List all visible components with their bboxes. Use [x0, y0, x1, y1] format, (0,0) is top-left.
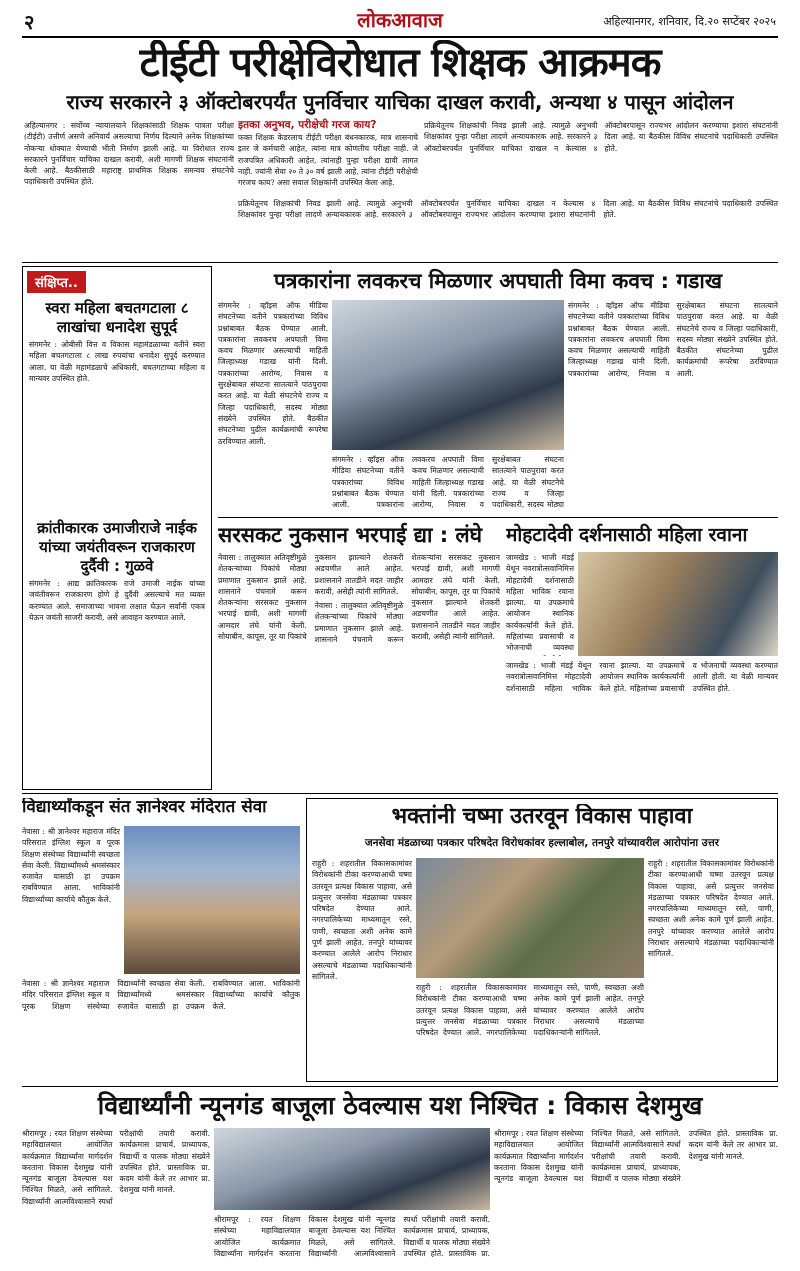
story6-body-text: राहुरी : शहरातील विकासकामांवर विरोधकांनी टीका करण्याआधी चष्मा उतरवून प्रत्यक्ष विकास पाहावा, असे प्रत्युत्तर जनसेवा मंडळाच्या पत्रकार परिषदेत देण्यात आले. नगरपालिकेच्या माध्यमातून रस्ते, पाणी, स्वच्छता अशी अनेक कामे पूर्ण झाली आहेत. तनपुरे यांच्यावर करण्यात आलेले आरोप निराधार असल्याचे मंडळाच्या पदाधिकाऱ्यांनी सांगितले. [312, 859, 412, 981]
story5-body-col1 [22, 826, 120, 974]
story7-body-col3 [494, 1128, 778, 1264]
story2-body-col2 [332, 454, 564, 514]
story2-headline: पत्रकारांना लवकरच मिळणार अपघाती विमा कवच : गडाख [273, 269, 723, 293]
section-rule-3 [22, 793, 778, 794]
lead-sidebox-body: फक्त शिक्षक केडरलाच टीईटी परीक्षा बंधनकारक, मात्र शासनाचे इतर जे कर्मचारी आहेत, त्यांना मात्र कोणतीच परीक्षा नाही. जे राजपत्रित अधिकारी आहेत, त्यांनाही पुन्हा परीक्षा द्यावी लागत नाही. ज्यांनी सेवा २० ते ३० वर्ष झाली आहे, त्यांना टीईटी परीक्षेची गरजच काय? असा सवाल शिक्षकांनी उपस्थित केला आहे. [238, 133, 418, 188]
brief-item2-body: संगमनेर : आद्य क्रांतिकारक राजे उमाजी नाईक यांच्या जयंतीवरून राजकारण होणे हे दुर्दैवी असल्याचे मत व्यक्त करण्यात आले. समाजाच्या भावना लक्षात घेऊन सर्वांनी एकत्र येऊन जयंती साजरी करावी, असे आवाहन करण्यात आले. [29, 579, 205, 622]
story2-body-col3 [568, 300, 778, 514]
story5-body-text-2: नेवासा : श्री ज्ञानेश्वर महाराज मंदिर परिसरात इंग्लिश स्कूल व पूरक शिक्षण संस्थेच्या विद्यार्थ्यांनी स्वच्छता सेवा केली. विद्यार्थ्यांमध्ये श्रमसंस्कार रुजावेत यासाठी हा उपक्रम राबविण्यात आला. भाविकांनी विद्यार्थ्यांच्या कार्याचे कौतुक केले. [22, 979, 300, 1011]
story3-headline: सरसकट नुकसान भरपाई द्या : लंघे [218, 523, 483, 547]
story5-body-col2 [22, 978, 300, 1082]
story4-photo [578, 552, 778, 656]
brief-label: संक्षिप्त.. [27, 271, 86, 293]
story4-headline: मोहटादेवी दर्शनासाठी महिला रवाना [506, 524, 748, 546]
section-rule-4 [22, 1086, 778, 1087]
story2-body-text: संगमनेर : व्हॉइस ऑफ मीडिया संघटनेच्या वतीने पत्रकारांच्या विविध प्रश्नांबाबत बैठक घेण्यात आली. पत्रकारांना लवकरच अपघाती विमा कवच मिळणार असल्याची माहिती जिल्हाध्यक्ष गडाख यांनी दिली. पत्रकारांच्या आरोग्य, निवास व सुरक्षेबाबत संघटना सातत्याने पाठपुरावा करत आहे. या वेळी संघटनेचे राज्य व जिल्हा पदाधिकारी, सदस्य मोठ्या संख्येने उपस्थित होते. बैठकीत संघटनेच्या पुढील कार्यक्रमांची रूपरेषा ठरविण्यात आली. [218, 301, 328, 446]
story7-body-col1 [22, 1128, 210, 1264]
lead-body-continued [424, 120, 778, 198]
story3-body [218, 552, 500, 788]
story6-body-col1 [312, 858, 412, 1076]
story4-body-text: जामखेड : भाजी मंडई येथून नवरात्रोत्सवानिमित्त मोहटादेवी दर्शनासाठी महिला भाविक रवाना झाल्या. या उपक्रमाचे आयोजन स्थानिक कार्यकर्त्यांनी केले होते. महिलांच्या प्रवासाची व भोजनाची व्यवस्था [506, 553, 574, 653]
story5-photo [124, 826, 300, 974]
brief-item1-title: स्वरा महिला बचतगटाला ८ लाखांचा धनादेश सुपूर्द [45, 299, 189, 336]
story2-body-text-3: संगमनेर : व्हॉइस ऑफ मीडिया संघटनेच्या वतीने पत्रकारांच्या विविध प्रश्नांबाबत बैठक घेण्यात आली. पत्रकारांना लवकरच अपघाती विमा कवच मिळणार असल्याची माहिती जिल्हाध्यक्ष गडाख यांनी दिली. पत्रकारांच्या आरोग्य, निवास व सुरक्षेबाबत संघटना सातत्याने पाठपुरावा करत आहे. या वेळी संघटनेचे राज्य व जिल्हा पदाधिकारी, सदस्य मोठ्या संख्येने उपस्थित होते. बैठकीत संघटनेच्या पुढील कार्यक्रमांची रूपरेषा ठरविण्यात आली. [568, 301, 778, 378]
lead-body-left [24, 120, 234, 258]
story7-photo [214, 1128, 490, 1210]
story7-body-text-2: श्रीरामपूर : रयत शिक्षण संस्थेच्या महाविद्यालयात आयोजित कार्यक्रमात विद्यार्थ्यांना मार्गदर्शन करताना विकास देशमुख यांनी न्यूनगंड बाजूला ठेवल्यास यश निश्चित मिळते, असे सांगितले. विद्यार्थ्यांनी आत्मविश्वासाने स्पर्धा परीक्षांची तयारी करावी. कार्यक्रमास प्राचार्य, प्राध्यापक, विद्यार्थी व पालक मोठ्या संख्येने उपस्थित होते. प्रास्ताविक प्रा. [214, 1215, 490, 1258]
lead-headline: टीईटी परीक्षेविरोधात शिक्षक आक्रमक [139, 40, 661, 86]
story5-body-text: नेवासा : श्री ज्ञानेश्वर महाराज मंदिर परिसरात इंग्लिश स्कूल व पूरक शिक्षण संस्थेच्या विद्यार्थ्यांनी स्वच्छता सेवा केली. विद्यार्थ्यांमध्ये श्रमसंस्कार रुजावेत यासाठी हा उपक्रम राबविण्यात आला. भाविकांनी विद्यार्थ्यांच्या कार्याचे कौतुक केले. [22, 827, 120, 904]
masthead-logo: लोकआवाज [357, 8, 443, 32]
story4-body-col1 [506, 552, 574, 656]
lead-sidebox-title: इतका अनुभव, परीक्षेची गरज काय? [238, 119, 377, 131]
header-rule [22, 36, 778, 38]
story6-body-col2 [416, 982, 644, 1076]
section-rule-2 [218, 517, 778, 518]
story6-headline: भक्तांनी चष्मा उतरवून विकास पाहावा [391, 804, 693, 829]
dateline: अहिल्यानगर, शनिवार, दि.२० सप्टेंबर २०२५ [603, 15, 776, 28]
story7-body-col2 [214, 1214, 490, 1264]
brief-item1-body: संगमनेर : ओबीसी वित्त व विकास महामंडळाच्या वतीने स्वरा महिला बचतगटाला ८ लाख रुपयांचा धनादेश सुपूर्द करण्यात आला. या वेळी महामंडळाचे अधिकारी, बचतगटाच्या महिला व मान्यवर उपस्थित होते. [29, 340, 205, 383]
page-number: २ [24, 10, 35, 34]
story3-body-text: नेवासा : तालुक्यात अतिवृष्टीमुळे शेतकऱ्यांच्या पिकांचे मोठ्या प्रमाणात नुकसान झाले आहे. शासनाने पंचनामे करून शेतकऱ्यांना सरसकट नुकसान भरपाई द्यावी, अशी मागणी आमदार लंघे यांनी केली. सोयाबीन, कापूस, तूर या पिकांचे नुकसान झाल्याने शेतकरी अडचणीत आले आहेत. प्रशासनाने तातडीने मदत जाहीर करावी, असेही त्यांनी सांगितले. [218, 553, 404, 642]
section-rule-1 [22, 262, 778, 263]
lead-body-continued-text: प्रक्रियेतूनच शिक्षकांची निवड झाली आहे. त्यामुळे अनुभवी शिक्षकांवर पुन्हा परीक्षा लादणे अन्यायकारक आहे. सरकारने ३ ऑक्टोबरपर्यंत पुनर्विचार याचिका दाखल न केल्यास ४ ऑक्टोबरपासून राज्यभर आंदोलन करण्याचा इशारा संघटनांनी दिला आहे. या बैठकीस विविध संघटनांचे पदाधिकारी उपस्थित होते. [424, 121, 778, 153]
brief-item2-title: क्रांतीकारक उमाजीराजे नाईक यांच्या जयंतीवरून राजकारण दुर्दैवी : गुळवे [37, 519, 197, 575]
story6-subheadline: जनसेवा मंडळाच्या पत्रकार परिषदेत विरोधकांवर हल्लाबोल, तनपुरे यांच्यावरील आरोपांना उत्तर [364, 837, 720, 849]
story2-photo [332, 300, 564, 450]
story6-body-text-3: राहुरी : शहरातील विकासकामांवर विरोधकांनी टीका करण्याआधी चष्मा उतरवून प्रत्यक्ष विकास पाहावा, असे प्रत्युत्तर जनसेवा मंडळाच्या पत्रकार परिषदेत देण्यात आले. नगरपालिकेच्या माध्यमातून रस्ते, पाणी, स्वच्छता अशी अनेक कामे पूर्ण झाली आहेत. तनपुरे यांच्यावर करण्यात आलेले आरोप निराधार असल्याचे मंडळाच्या पदाधिकाऱ्यांनी सांगितले. [648, 859, 774, 959]
story6-body-col3 [648, 858, 774, 1076]
story6-photo [416, 858, 644, 978]
lead-body-right-text: प्रक्रियेतूनच शिक्षकांची निवड झाली आहे. त्यामुळे अनुभवी शिक्षकांवर पुन्हा परीक्षा लादणे अन्यायकारक आहे. सरकारने ३ ऑक्टोबरपर्यंत पुनर्विचार याचिका दाखल न केल्यास ४ ऑक्टोबरपासून राज्यभर आंदोलन करण्याचा इशारा संघटनांनी दिला आहे. या बैठकीस विविध संघटनांचे पदाधिकारी उपस्थित होते. [238, 199, 778, 220]
story4-body-col2 [506, 660, 778, 788]
story6-body-text-2: राहुरी : शहरातील विकासकामांवर विरोधकांनी टीका करण्याआधी चष्मा उतरवून प्रत्यक्ष विकास पाहावा, असे प्रत्युत्तर जनसेवा मंडळाच्या पत्रकार परिषदेत देण्यात आले. नगरपालिकेच्या माध्यमातून रस्ते, पाणी, स्वच्छता अशी अनेक कामे पूर्ण झाली आहेत. तनपुरे यांच्यावर करण्यात आलेले आरोप निराधार असल्याचे मंडळाच्या पदाधिकाऱ्यांनी सांगितले. [416, 983, 644, 1038]
story5-headline: विद्यार्थ्यांकडून संत ज्ञानेश्वर मंदिरात सेवा [22, 798, 267, 817]
story3-body-text-more: नेवासा : तालुक्यात अतिवृष्टीमुळे शेतकऱ्यांच्या पिकांचे मोठ्या प्रमाणात नुकसान झाले आहे. शासनाने पंचनामे करून शेतकऱ्यांना सरसकट नुकसान भरपाई द्यावी, अशी मागणी आमदार लंघे यांनी केली. सोयाबीन, कापूस, तूर या पिकांचे नुकसान झाल्याने शेतकरी अडचणीत आले आहेत. प्रशासनाने तातडीने मदत जाहीर करावी, असेही त्यांनी सांगितले. [314, 553, 500, 645]
lead-body-right [238, 198, 778, 260]
story7-body-text-3: श्रीरामपूर : रयत शिक्षण संस्थेच्या महाविद्यालयात आयोजित कार्यक्रमात विद्यार्थ्यांना मार्गदर्शन करताना विकास देशमुख यांनी न्यूनगंड बाजूला ठेवल्यास यश निश्चित मिळते, असे सांगितले. विद्यार्थ्यांनी आत्मविश्वासाने स्पर्धा परीक्षांची तयारी करावी. कार्यक्रमास प्राचार्य, प्राध्यापक, विद्यार्थी व पालक मोठ्या संख्येने उपस्थित होते. प्रास्ताविक प्रा. कदम यांनी केले तर आभार प्रा. देशमुख यांनी मानले. [494, 1129, 778, 1184]
story2-body-text-2: संगमनेर : व्हॉइस ऑफ मीडिया संघटनेच्या वतीने पत्रकारांच्या विविध प्रश्नांबाबत बैठक घेण्यात आली. पत्रकारांना लवकरच अपघाती विमा कवच मिळणार असल्याची माहिती जिल्हाध्यक्ष गडाख यांनी दिली. पत्रकारांच्या आरोग्य, निवास व सुरक्षेबाबत संघटना सातत्याने पाठपुरावा करत आहे. या वेळी संघटनेचे राज्य व जिल्हा पदाधिकारी, सदस्य मोठ्या [332, 455, 564, 510]
story2-body-col1 [218, 300, 328, 514]
lead-sidebox [238, 118, 418, 196]
story4-body-text-2: जामखेड : भाजी मंडई येथून नवरात्रोत्सवानिमित्त मोहटादेवी दर्शनासाठी महिला भाविक रवाना झाल्या. या उपक्रमाचे आयोजन स्थानिक कार्यकर्त्यांनी केले होते. महिलांच्या प्रवासाची व भोजनाची व्यवस्था करण्यात आली होती. या वेळी मान्यवर उपस्थित होते. [506, 661, 778, 693]
lead-body-left-text: अहिल्यानगर : सर्वोच्च न्यायालयाने शिक्षकांसाठी शिक्षक पात्रता परीक्षा (टीईटी) उत्तीर्ण असणे अनिवार्य असल्याचा निर्णय दिल्याने अनेक शिक्षकांच्या नोकऱ्या धोक्यात येण्याची भीती निर्माण झाली आहे. या विरोधात राज्य सरकारने पुनर्विचार याचिका दाखल करावी, अशी मागणी शिक्षक संघटनांनी केली आहे. बैठकीसाठी महाराष्ट्र प्राथमिक शिक्षक समन्वय संघटनेचे पदाधिकारी उपस्थित होते. [24, 121, 234, 187]
lead-subheadline: राज्य सरकारने ३ ऑक्टोबरपर्यंत पुनर्विचार याचिका दाखल करावी, अन्यथा ४ पासून आंदोलन [66, 90, 734, 114]
brief-column [22, 266, 212, 790]
story7-headline: विद्यार्थ्यांनी न्यूनगंड बाजूला ठेवल्यास यश निश्चित : विकास देशमुख [97, 1091, 703, 1120]
story7-body-text: श्रीरामपूर : रयत शिक्षण संस्थेच्या महाविद्यालयात आयोजित कार्यक्रमात विद्यार्थ्यांना मार्गदर्शन करताना विकास देशमुख यांनी न्यूनगंड बाजूला ठेवल्यास यश निश्चित मिळते, असे सांगितले. विद्यार्थ्यांनी आत्मविश्वासाने स्पर्धा परीक्षांची तयारी करावी. कार्यक्रमास प्राचार्य, प्राध्यापक, विद्यार्थी व पालक मोठ्या संख्येने उपस्थित होते. प्रास्ताविक प्रा. कदम यांनी केले तर आभार प्रा. देशमुख यांनी मानले. [22, 1129, 210, 1206]
